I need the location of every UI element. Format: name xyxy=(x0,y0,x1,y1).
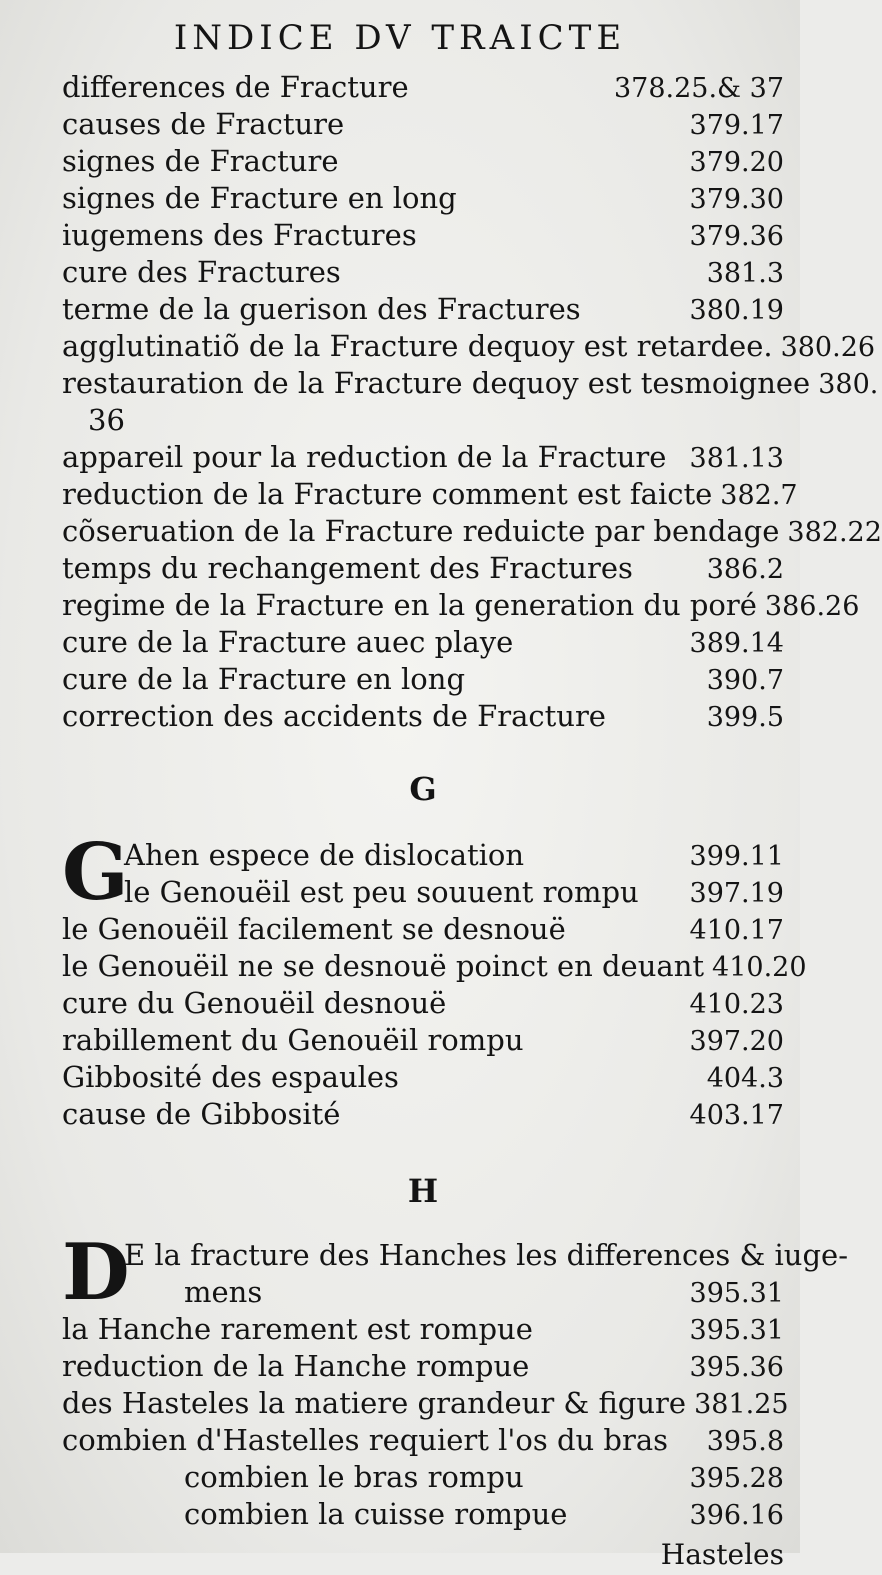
entry-text: combien d'Hastelles requiert l'os du bras xyxy=(62,1423,669,1457)
entry-page-ref: 381.3 xyxy=(706,258,784,289)
index-entry xyxy=(62,440,784,477)
index-entry xyxy=(62,699,784,736)
index-entry xyxy=(62,588,860,625)
index-entry xyxy=(62,1275,784,1312)
entry-page-ref: 389.14 xyxy=(689,628,784,659)
entry-text: cause de Gibbosité xyxy=(62,1097,341,1131)
dropcap-g: G xyxy=(62,827,129,918)
entry-page-ref: 379.17 xyxy=(689,110,784,141)
entry-page-ref: 410.20 xyxy=(712,952,807,983)
index-entry xyxy=(62,144,784,181)
entry-page-ref: 382.22 xyxy=(787,517,882,548)
entry-text: agglutinatiõ de la Fracture dequoy est retardee. xyxy=(62,329,773,363)
entry-page-ref: 395.31 xyxy=(689,1315,784,1346)
index-entry xyxy=(62,1060,784,1097)
entry-text: le Genouëil est peu souuent rompu xyxy=(124,875,639,909)
index-entry xyxy=(62,477,798,514)
entry-text: restauration de la Fracture dequoy est tesmoignee xyxy=(62,366,811,400)
entry-page-ref: 397.19 xyxy=(689,878,784,909)
index-entry xyxy=(62,949,807,986)
entry-text: cure des Fractures xyxy=(62,255,341,289)
entry-text: correction des accidents de Fracture xyxy=(62,699,606,733)
index-entry xyxy=(62,662,784,699)
entry-text: regime de la Fracture en la generation du poré xyxy=(62,588,757,622)
index-entry xyxy=(62,107,784,144)
entry-text: Ahen espece de dislocation xyxy=(124,838,525,872)
index-entry xyxy=(62,838,784,875)
entry-page-ref: 395.8 xyxy=(706,1426,784,1457)
index-entry xyxy=(62,329,876,366)
entry-page-ref: 404.3 xyxy=(706,1063,784,1094)
index-entry xyxy=(62,1497,784,1534)
entry-page-ref: 395.28 xyxy=(689,1463,784,1494)
entry-text: signes de Fracture en long xyxy=(62,181,457,215)
entry-text: mens xyxy=(184,1275,263,1309)
entry-page-ref: 379.20 xyxy=(689,147,784,178)
entry-text: combien le bras rompu xyxy=(184,1460,524,1494)
section-letter-g: G xyxy=(409,770,437,808)
entry-page-ref: 403.17 xyxy=(689,1100,784,1131)
entry-text: reduction de la Fracture comment est faicte xyxy=(62,477,713,511)
entry-page-ref: 380.19 xyxy=(689,295,784,326)
index-entry xyxy=(62,1349,784,1386)
entry-page-ref: 399.5 xyxy=(706,702,784,733)
entry-text: des Hasteles la matiere grandeur & figure xyxy=(62,1386,687,1420)
entry-text: cure de la Fracture en long xyxy=(62,662,466,696)
entry-text: cõseruation de la Fracture reduicte par bendage xyxy=(62,514,780,548)
entry-text: le Genouëil facilement se desnouë xyxy=(62,912,566,946)
entry-page-ref: 396.16 xyxy=(689,1500,784,1531)
index-entry xyxy=(62,255,784,292)
entry-text: 36 xyxy=(88,403,125,437)
entry-text: E la fracture des Hanches les differences & iuge- xyxy=(124,1238,848,1272)
entry-page-ref: 382.7 xyxy=(720,480,798,511)
section-g-block xyxy=(62,827,807,1134)
index-entry xyxy=(62,625,784,662)
entry-page-ref: 380. xyxy=(818,369,879,400)
entry-page-ref: 386.2 xyxy=(706,554,784,585)
entry-text: la Hanche rarement est rompue xyxy=(62,1312,533,1346)
section-letter-h: H xyxy=(407,1172,439,1210)
entry-page-ref: 390.7 xyxy=(706,665,784,696)
entry-text: combien la cuisse rompue xyxy=(184,1497,568,1531)
index-entry xyxy=(62,1312,784,1349)
index-entry xyxy=(62,70,784,107)
entry-text: iugemens des Fractures xyxy=(62,218,417,252)
index-entry xyxy=(62,1386,789,1423)
entry-page-ref: 379.30 xyxy=(689,184,784,215)
index-entry xyxy=(62,1423,784,1460)
entry-text: appareil pour la reduction de la Fracture xyxy=(62,440,667,474)
index-entry xyxy=(62,912,784,949)
section-h-list xyxy=(62,1238,848,1534)
index-entry xyxy=(62,1097,784,1134)
entry-text: Gibbosité des espaules xyxy=(62,1060,399,1094)
index-entry xyxy=(62,218,784,255)
entry-text: cure de la Fracture auec playe xyxy=(62,625,514,659)
entry-page-ref: 395.36 xyxy=(689,1352,784,1383)
index-entry xyxy=(62,1023,784,1060)
section-g-list xyxy=(62,838,807,1134)
index-entry xyxy=(62,986,784,1023)
index-entry xyxy=(62,292,784,329)
entry-page-ref: 381.25 xyxy=(694,1389,789,1420)
index-entry xyxy=(62,181,784,218)
entry-text: rabillement du Genouëil rompu xyxy=(62,1023,524,1057)
entry-page-ref: 386.26 xyxy=(764,591,860,622)
index-entries xyxy=(62,70,882,1575)
entry-text: le Genouëil ne se desnouë poinct en deuant xyxy=(62,949,705,983)
entry-text: reduction de la Hanche rompue xyxy=(62,1349,530,1383)
index-entry xyxy=(62,875,784,912)
entry-text: differences de Fracture xyxy=(62,70,409,104)
entry-page-ref: 379.36 xyxy=(689,221,784,252)
index-entry xyxy=(62,366,879,403)
index-entry xyxy=(62,551,784,588)
entry-page-ref: 381.13 xyxy=(689,443,784,474)
index-entry xyxy=(62,514,882,551)
section-f-list xyxy=(62,70,882,736)
entry-text: causes de Fracture xyxy=(62,107,345,141)
entry-page-ref: 397.20 xyxy=(689,1026,784,1057)
running-header: INDICE DV TRAICTE xyxy=(173,18,627,58)
section-h-block xyxy=(62,1227,848,1534)
index-entry xyxy=(62,1238,848,1275)
entry-page-ref: 378.25.& 37 xyxy=(613,73,784,104)
index-entry xyxy=(62,403,784,440)
entry-page-ref: 380.26 xyxy=(780,332,876,363)
index-entry xyxy=(62,1460,784,1497)
entry-text: signes de Fracture xyxy=(62,144,339,178)
entry-text: cure du Genouëil desnouë xyxy=(62,986,447,1020)
catchword: Hasteles xyxy=(660,1538,784,1571)
entry-page-ref: 410.23 xyxy=(689,989,784,1020)
entry-page-ref: 399.11 xyxy=(689,841,784,872)
entry-page-ref: 395.31 xyxy=(689,1278,784,1309)
entry-text: temps du rechangement des Fractures xyxy=(62,551,633,585)
entry-page-ref: 410.17 xyxy=(689,915,784,946)
entry-text: terme de la guerison des Fractures xyxy=(62,292,581,326)
dropcap-d: D xyxy=(62,1227,130,1318)
